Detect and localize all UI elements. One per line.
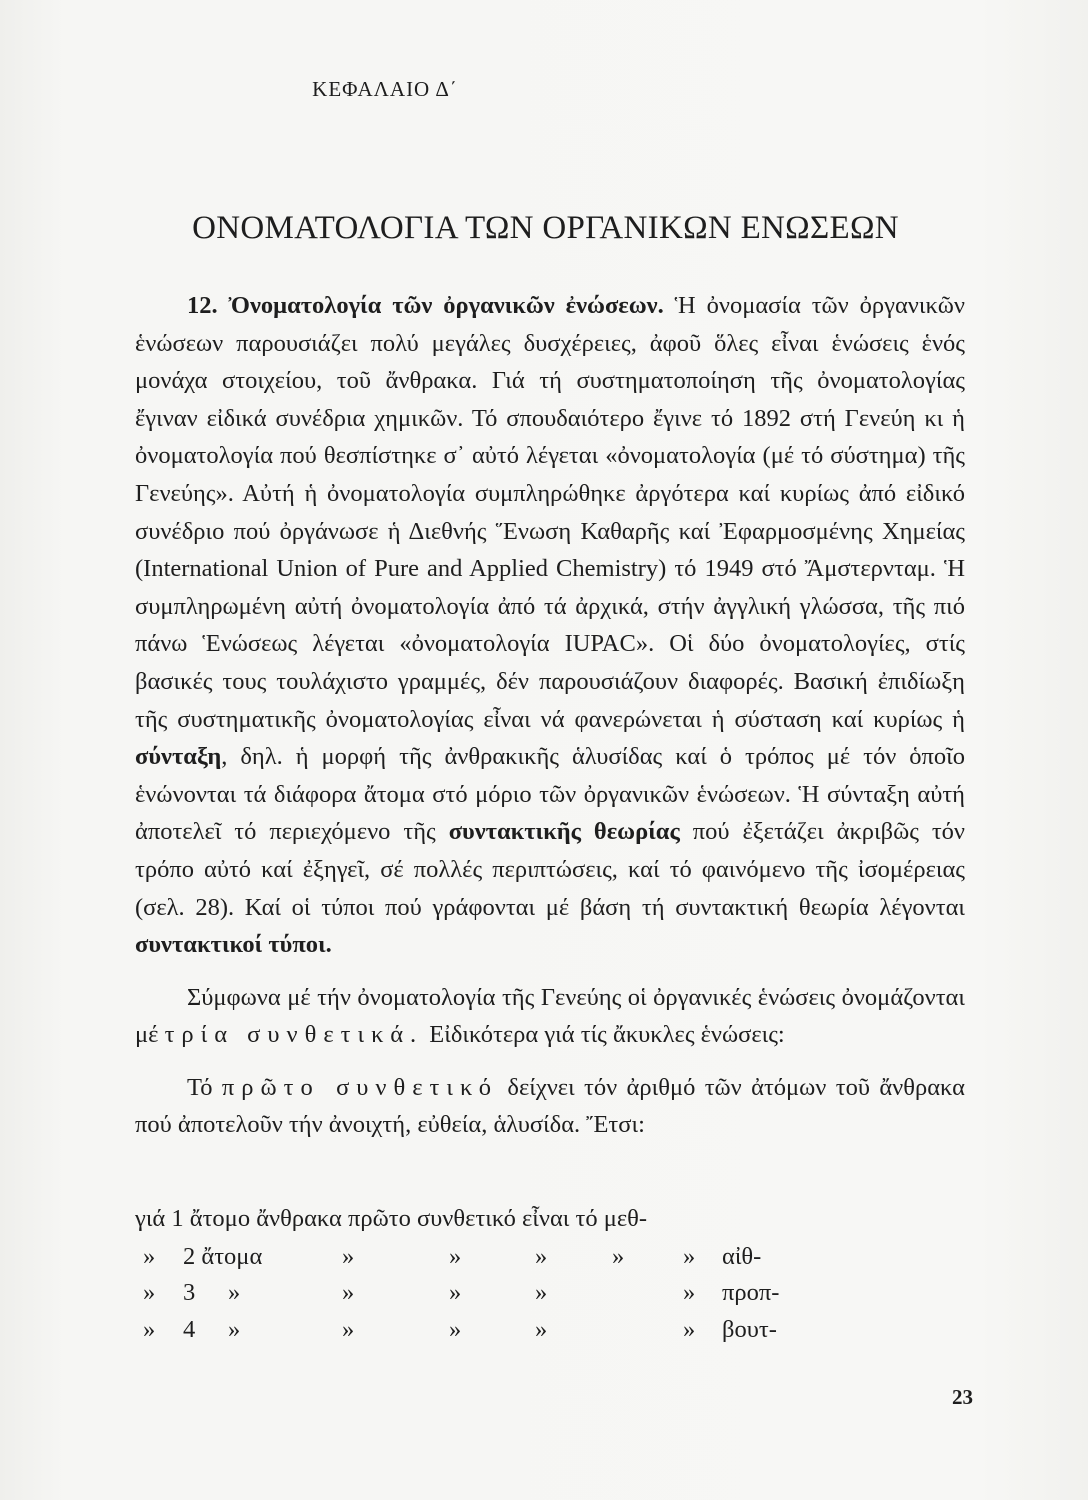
atom-count: 2 ἄτομα: [183, 1242, 263, 1270]
ditto-mark: »: [342, 1242, 355, 1270]
page-number: 23: [952, 1385, 973, 1409]
ditto-mark: »: [449, 1315, 462, 1343]
term-syntaktiki-theoria: συντακτικῆς θεωρίας: [448, 818, 680, 846]
paragraph-2-text-a: Σύμφωνα μέ τήν ὀνοματολογία τῆς Γενεύης οἱ ὀργανικές ἑνώσεις ὀνομάζονται μέ: [135, 983, 965, 1049]
ditto-mark: »: [612, 1242, 625, 1270]
ditto-mark: »: [342, 1315, 355, 1343]
ditto-mark: »: [535, 1315, 548, 1343]
ditto-mark: »: [143, 1242, 156, 1270]
term-proto-synthetiko: πρῶτο συνθετικό: [221, 1073, 499, 1101]
body-text: [135, 287, 965, 1144]
paragraph-1-text-b: , δηλ. ἡ μορφή τῆς ἀνθρακικῆς ἁλυσίδας καί ὁ τρόπος μέ τόν ὁποῖο ἑνώνονται τά διάφορα ἄτομα στό μόριο τῶν ὀργανικῶν ἑνώσεων. Ἡ σύνταξη αὐτή ἀποτελεῖ τό περιεχόμενο τῆς: [135, 743, 965, 846]
paragraph-1-text-a: Ἡ ὀνομασία τῶν ὀργανικῶν ἑνώσεων παρουσιάζει πολύ μεγάλες δυσχέρειες, ἀφοῦ ὅλες εἶναι ἑνώσεις ἑνός μονάχα στοιχείου, τοῦ ἄνθρακα. Γιά τή συστηματοποίηση τῆς ὀνοματολογίας ἔγιναν εἰδικά συνέδρια χημικῶν. Τό σπουδαιότερο ἔγινε τό 1892 στή Γενεύη κι ἡ ὀνοματολογία πού θεσπίστηκε σ᾿ αὐτό λέγεται «ὀνοματολογία (μέ τό σύστημα) τῆς Γενεύης». Αὐτή ἡ ὀνοματολογία συμπληρώθηκε ἀργότερα καί κυρίως ἀπό εἰδικό συνέδριο πού ὀργάνωσε ἡ Διεθνής Ἕνωση Καθαρῆς καί Ἐφαρμοσμένης Χημείας (International Union of Pure and Applied Chemistry) τό 1949 στό Ἄμστερνταμ. Ἡ συμπληρωμένη αὐτή ὀνοματολογία ἀπό τά ἀρχικά, στήν ἀγγλική γλώσσα, τῆς πιό πάνω Ἑνώσεως λέγεται «ὀνοματολογία IUPAC». Οἱ δύο ὀνοματολογίες, στίς βασικές τους τουλάχιστο γραμμές, δέν παρουσιάζουν διαφορές. Βασική ἐπιδίωξη τῆς συστηματικῆς ὀνοματολογίας εἶναι νά φανερώνεται ἡ σύσταση καί κυρίως ἡ: [135, 292, 966, 733]
ditto-mark: »: [449, 1242, 462, 1270]
list-item-ethyl: [135, 1238, 965, 1275]
ditto-mark: »: [683, 1279, 696, 1307]
chapter-title: ΟΝΟΜΑΤΟΛΟΓΙΑ ΤΩΝ ΟΡΓΑΝΙΚΩΝ ΕΝΩΣΕΩΝ: [192, 210, 899, 246]
paragraph-1: [135, 287, 965, 964]
ditto-mark: »: [535, 1242, 548, 1270]
prefix: αἰθ-: [722, 1242, 762, 1270]
chapter-heading: ΚΕΦΑΛΑΙΟ Δ΄: [312, 77, 458, 101]
ditto-mark: »: [683, 1315, 696, 1343]
list-item-butyl: [135, 1311, 965, 1348]
term-tria-syntheika: τρία συνθετικά.: [164, 1021, 424, 1049]
ditto-mark: »: [342, 1279, 355, 1307]
ditto-mark: »: [228, 1279, 241, 1307]
ditto-mark: »: [143, 1315, 156, 1343]
term-syntaxi: σύνταξη: [135, 743, 222, 771]
paragraph-3-text-a: Τό: [187, 1073, 213, 1101]
paragraph-2-text-b: Εἰδικότερα γιά τίς ἄκυκλες ἑνώσεις:: [429, 1021, 785, 1049]
ditto-mark: »: [143, 1279, 156, 1307]
section-number: 12.: [187, 292, 218, 319]
paragraph-3: [135, 1069, 965, 1144]
paragraph-2: [135, 979, 965, 1054]
atom-count: 3: [183, 1279, 196, 1307]
ditto-mark: »: [683, 1242, 696, 1270]
list-item-propyl: [135, 1274, 965, 1311]
paragraph-1-text-c: πού ἐξετάζει ἀκριβῶς τόν τρόπο αὐτό καί ἐξηγεῖ, σέ πολλές περιπτώσεις, καί τό φαινόμενο τῆς ἰσομέρειας (σελ. 28). Καί οἱ τύποι πού γράφονται μέ βάση τή συντακτική θεωρία λέγονται: [135, 818, 966, 921]
ditto-mark: »: [449, 1279, 462, 1307]
paragraph-3-text-b: δείχνει τόν ἀριθμό τῶν ἀτόμων τοῦ ἄνθρακα πού ἀποτελοῦν τήν ἀνοιχτή, εὐθεία, ἁλυσίδα. Ἔτσι:: [135, 1073, 966, 1139]
section-title: Ὀνοματολογία τῶν ὀργανικῶν ἐνώσεων.: [228, 292, 664, 319]
ditto-mark: »: [228, 1315, 241, 1343]
prefix-list: [135, 1200, 965, 1347]
ditto-mark: »: [535, 1279, 548, 1307]
term-syntaktikoi-typoi: συντακτικοί τύποι.: [135, 931, 332, 959]
prefix: προπ-: [722, 1279, 780, 1307]
atom-count: 4: [183, 1315, 196, 1343]
list-item-methyl: γιά 1 ἄτομο ἄνθρακα πρῶτο συνθετικό εἶναι τό μεθ-: [135, 1205, 648, 1232]
prefix: βουτ-: [722, 1315, 777, 1343]
